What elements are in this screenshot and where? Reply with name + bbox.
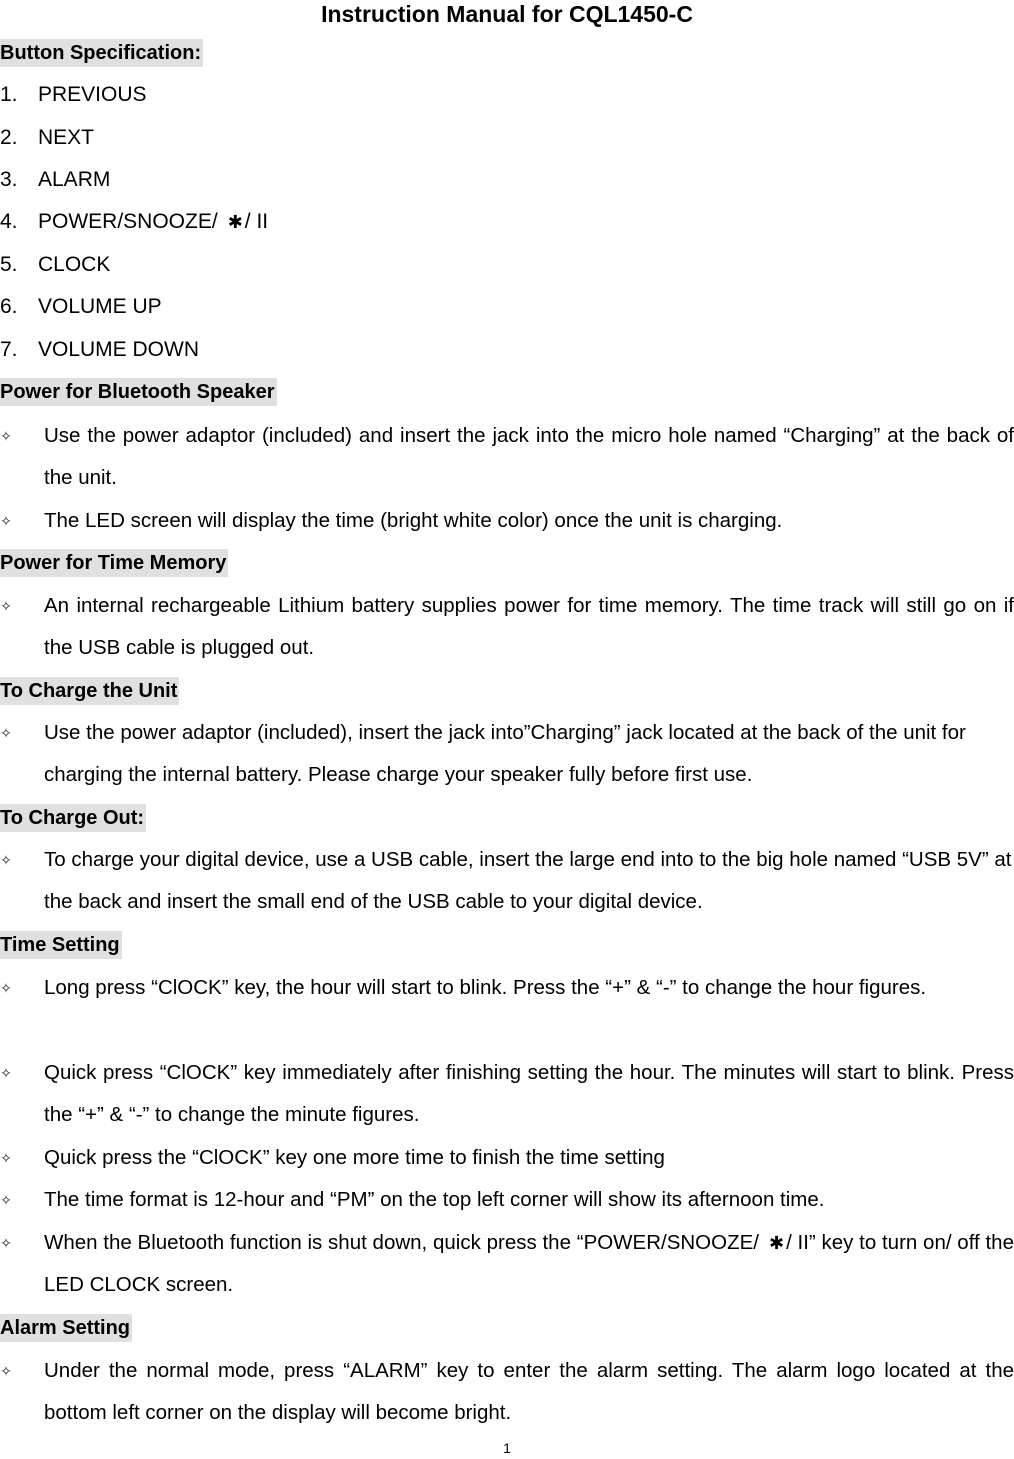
bullet-text-pre: When the Bluetooth function is shut down, quick press the “POWER/SNOOZE/ — [44, 1231, 759, 1254]
list-number: 1. — [0, 83, 18, 106]
bullet-text: To charge your digital device, use a USB cable, insert the large end into to the big hole named “USB 5V” at the back and insert the small end of the USB cable to your digital device. — [44, 848, 1012, 913]
page-title: Instruction Manual for CQL1450-C — [321, 1, 693, 27]
list-label: NEXT — [38, 126, 95, 149]
list-item — [0, 124, 94, 152]
list-item — [0, 81, 147, 109]
bullet-text: Quick press “ClOCK” key immediately after finishing setting the hour. The minutes will start to blink. Press the “+” & “-” to change the minute figures. — [44, 1061, 1014, 1126]
bullet-text: Quick press the “ClOCK” key one more time to finish the time setting — [44, 1146, 665, 1169]
list-item — [0, 208, 268, 236]
list-label: VOLUME UP — [38, 295, 162, 318]
section-heading-power-time: Power for Time Memory — [0, 549, 228, 577]
bluetooth-icon: ✱ — [768, 1233, 785, 1253]
bullet-text: Use the power adaptor (included) and insert the jack into the micro hole named “Charging” at the back of the unit. — [44, 424, 1014, 489]
bullet-text: Long press “ClOCK” key, the hour will start to blink. Press the “+” & “-” to change the hour figures. — [44, 976, 927, 999]
list-number: 6. — [0, 295, 18, 318]
diamond-bullet-icon: ✧ — [0, 725, 12, 741]
diamond-bullet-icon: ✧ — [0, 428, 12, 444]
list-label-pre: POWER/SNOOZE/ — [38, 210, 218, 233]
section-heading-charge-out: To Charge Out: — [0, 804, 146, 832]
list-label: ALARM — [38, 168, 111, 191]
list-label: PREVIOUS — [38, 83, 147, 106]
bullet-text: An internal rechargeable Lithium battery supplies power for time memory. The time track will still go on if the USB cable is plugged out. — [44, 594, 1014, 659]
list-label: CLOCK — [38, 253, 111, 276]
list-item — [0, 251, 110, 279]
diamond-bullet-icon: ✧ — [0, 1363, 12, 1379]
section-heading-charge-unit: To Charge the Unit — [0, 677, 179, 705]
diamond-bullet-icon: ✧ — [0, 513, 12, 529]
list-number: 3. — [0, 168, 18, 191]
list-item — [0, 293, 162, 321]
bullet-text — [44, 1222, 1014, 1306]
bullet-text: The LED screen will display the time (bright white color) once the unit is charging. — [44, 509, 783, 532]
list-number: 4. — [0, 210, 18, 233]
bullet-text: The time format is 12-hour and “PM” on the top left corner will show its afternoon time. — [44, 1188, 825, 1211]
diamond-bullet-icon: ✧ — [0, 852, 12, 868]
section-heading-time-setting: Time Setting — [0, 931, 122, 959]
diamond-bullet-icon: ✧ — [0, 598, 12, 614]
diamond-bullet-icon: ✧ — [0, 1235, 12, 1251]
bullet-text: Use the power adaptor (included), insert the jack into”Charging” jack located at the back of the unit for charging the internal battery. Please charge your speaker fully before first use. — [44, 721, 966, 786]
bullet-text-post: / II” key to turn on/ off the LED CLOCK screen. — [44, 1231, 1014, 1296]
section-heading-buttons: Button Specification: — [0, 39, 203, 67]
section-heading-alarm: Alarm Setting — [0, 1314, 132, 1342]
diamond-bullet-icon: ✧ — [0, 1192, 12, 1208]
diamond-bullet-icon: ✧ — [0, 1065, 12, 1081]
list-number: 7. — [0, 338, 18, 361]
bluetooth-icon: ✱ — [227, 212, 243, 232]
page-number: 1 — [503, 1440, 511, 1456]
list-number: 2. — [0, 126, 18, 149]
diamond-bullet-icon: ✧ — [0, 980, 12, 996]
list-item — [0, 336, 199, 364]
list-label: VOLUME DOWN — [38, 338, 200, 361]
section-heading-power-bluetooth: Power for Bluetooth Speaker — [0, 378, 277, 406]
diamond-bullet-icon: ✧ — [0, 1150, 12, 1166]
list-number: 5. — [0, 253, 18, 276]
list-item — [0, 166, 110, 194]
list-label-post: / II — [244, 210, 269, 233]
bullet-text: Under the normal mode, press “ALARM” key to enter the alarm setting. The alarm logo located at the bottom left corner on the display will become bright. — [44, 1359, 1014, 1424]
